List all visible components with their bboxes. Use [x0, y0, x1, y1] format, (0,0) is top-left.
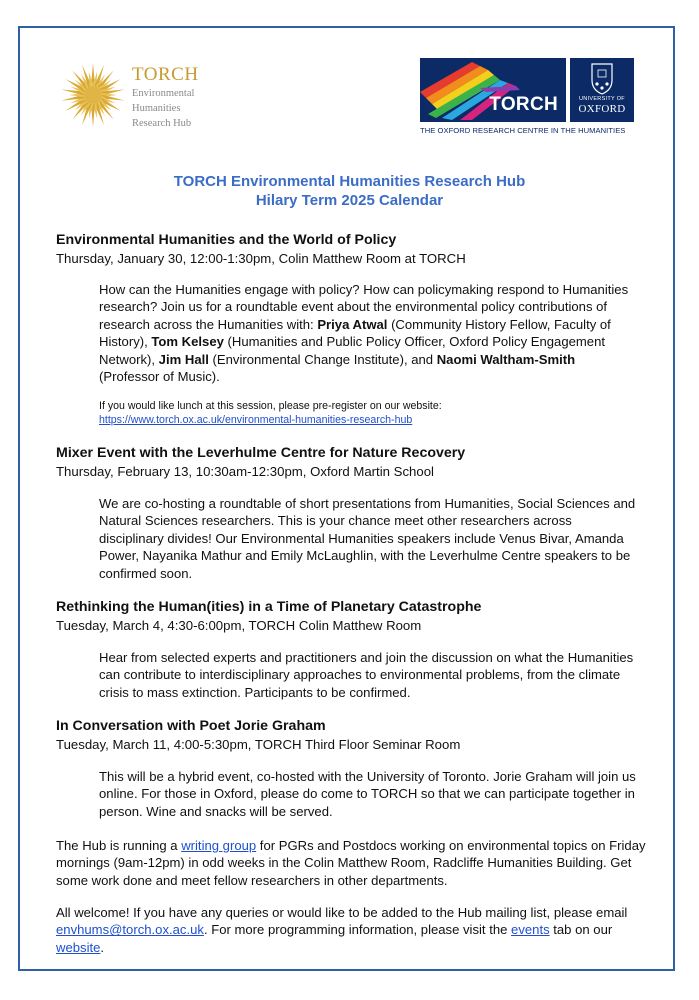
description-text: How can the Humanities engage with policy? How can policymaking respond to Humanities research? Join us for a roundtable event about the environmental policy contributions of research across the Humanities with:: [99, 282, 629, 332]
event-details: Tuesday, March 11, 4:00-5:30pm, TORCH Third Floor Seminar Room: [56, 737, 461, 752]
oxford-logo: [570, 58, 634, 122]
hub-logo-subtitle: [132, 86, 194, 131]
footer-text: tab on our: [549, 922, 613, 938]
hub-logo-line: Research Hub: [132, 118, 192, 129]
hub-logo-line: Environmental: [132, 88, 195, 99]
speaker-name: Jim Hall: [158, 351, 209, 367]
speaker-role: (Professor of Music).: [99, 369, 220, 385]
oxford-label: OXFORD: [578, 103, 626, 115]
speaker-name: Naomi Waltham-Smith: [436, 351, 576, 367]
torch-logo: [420, 58, 566, 122]
hub-logo: [54, 56, 212, 136]
speaker-name: Tom Kelsey: [151, 334, 224, 350]
event-description: Hear from selected experts and practitioners and join the discussion on what the Humanities can contribute to interdisciplinary approaches to environmental problems, from the climate crisis to mass extinction. Participants to be confirmed.: [99, 650, 634, 700]
events-link[interactable]: events: [511, 922, 550, 938]
event-heading: Environmental Humanities and the World of Policy: [56, 232, 397, 248]
oxford-crest-icon: [570, 58, 634, 98]
hub-logo-title: TORCH: [132, 64, 199, 85]
website-link[interactable]: website: [56, 939, 101, 955]
sunburst-icon: [58, 60, 128, 130]
writing-group-link[interactable]: writing group: [181, 838, 257, 853]
page-subtitle: Hilary Term 2025 Calendar: [255, 192, 444, 209]
contact-note: [56, 904, 656, 956]
event-description: This will be a hybrid event, co-hosted with the University of Toronto. Jorie Graham will join us online. For those in Oxford, please do come to TORCH so that we can participate together in person. Wine and snacks will be served.: [99, 769, 636, 819]
footer-text: All welcome! If you have any queries or would like to be added to the Hub mailing list, please email: [56, 905, 628, 920]
page-title: TORCH Environmental Humanities Research Hub: [173, 173, 526, 190]
event-details: Tuesday, March 4, 4:30-6:00pm, TORCH Colin Matthew Room: [56, 618, 422, 633]
speaker-role: (Humanities and Public Policy Officer, Oxford Policy Engagement Network),: [99, 334, 606, 367]
hub-logo-line: Humanities: [132, 103, 181, 114]
torch-tagline: THE OXFORD RESEARCH CENTRE IN THE HUMANITIES: [420, 126, 626, 135]
torch-wordmark: TORCH: [489, 94, 558, 115]
event-heading: Rethinking the Human(ities) in a Time of Planetary Catastrophe: [56, 599, 482, 615]
hub-website-link[interactable]: https://www.torch.ox.ac.uk/environmental-humanities-research-hub: [99, 414, 413, 426]
torch-oxford-logo: [420, 58, 635, 140]
event-heading: Mixer Event with the Leverhulme Centre for Nature Recovery: [56, 445, 466, 461]
event-details: Thursday, January 30, 12:00-1:30pm, Colin Matthew Room at TORCH: [56, 251, 466, 266]
event-description: We are co-hosting a roundtable of short presentations from Humanities, Social Sciences and Natural Sciences researchers. This is your chance meet other researchers across disciplinary divides! Our Environmental Humanities speakers include Venus Bivar, Amanda Power, Nayanika Mathur and Emily McLaughlin, with the Leverhulme Centre speakers to be confirmed soon.: [99, 496, 636, 581]
lunch-note: [99, 399, 639, 427]
speaker-name: Priya Atwal: [317, 316, 388, 332]
footer-text: for PGRs and Postdocs working on environmental topics on Friday mornings (9am-12pm) in odd weeks in the Colin Matthew Room, Radcliffe Humanities Building. Get some work done and meet fellow researchers in other departments.: [56, 838, 646, 888]
lunch-note-text: If you would like lunch at this session, please pre-register on our website:: [99, 400, 442, 412]
footer-text: .: [100, 939, 105, 955]
event-heading: In Conversation with Poet Jorie Graham: [56, 718, 326, 734]
speaker-role: (Community History Fellow, Faculty of History),: [99, 316, 611, 350]
event-details: Thursday, February 13, 10:30am-12:30pm, Oxford Martin School: [56, 464, 434, 479]
writing-group-note: [56, 837, 656, 889]
email-link[interactable]: envhums@torch.ox.ac.uk: [56, 922, 204, 938]
footer-text: . For more programming information, please visit the: [203, 922, 512, 938]
university-of-label: UNIVERSITY OF: [579, 96, 625, 102]
speaker-role: (Environmental Change Institute), and: [208, 351, 437, 367]
event-description: [99, 281, 639, 385]
footer-text: The Hub is running a: [56, 838, 182, 853]
